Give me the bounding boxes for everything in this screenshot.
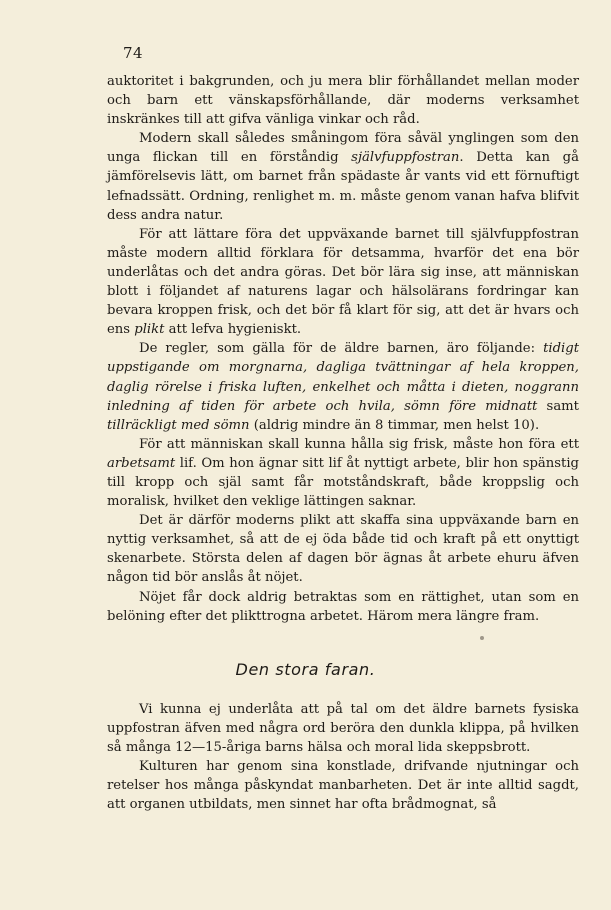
paragraph-6 xyxy=(107,511,579,587)
paragraph-3-italic-plikt: plikt xyxy=(134,322,165,338)
paragraph-1 xyxy=(107,72,579,129)
paragraph-4-part-3: samt xyxy=(537,398,579,414)
paragraph-5-part-1: För att människan skall kunna hålla sig frisk, måste hon föra ett xyxy=(139,436,579,452)
body-text-bottom xyxy=(107,700,579,815)
paragraph-8-part-1: Vi kunna ej underlåta att på tal om det äldre barnets fysiska uppfostran äfven med några ord beröra den dunkla klippa, på hvilken så många 12—15-åriga barns hälsa och moral lida skeppsbrott. xyxy=(107,702,579,756)
paragraph-4-part-1: De regler, som gälla för de äldre barnen, äro följande: xyxy=(139,341,544,357)
section-title: Den stora faran. xyxy=(235,660,376,679)
paragraph-9 xyxy=(107,757,579,814)
paragraph-4-part-5: (aldrig mindre än 8 timmar, men helst 10). xyxy=(249,417,540,433)
paragraph-2-part-3: . Detta kan gå jämförelsevis lätt, om barnet från spädaste år vants vid ett förnuftigt lefnadssätt. Ordning, renlighet m. m. måste genom vanan hafva blifvit dess andra natur. xyxy=(107,150,579,223)
paragraph-4-italic-sleep: tillräckligt med sömn xyxy=(107,417,250,433)
paragraph-8 xyxy=(107,700,579,757)
paper-speck-mark xyxy=(480,636,484,640)
paragraph-6-part-1: Det är därför moderns plikt att skaffa sina uppväxande barn en nyttig verksamhet, så att de ej öda både tid och kraft på ett onyttigt skenarbete. Största delen af dagen bör ägnas åt arbete ehuru äfven någon tid bör anslås åt nöjet. xyxy=(107,513,579,586)
paragraph-5-italic-arbetsamt: arbetsamt xyxy=(107,455,176,471)
paragraph-1-part-1: auktoritet i bakgrunden, och ju mera blir förhållandet mellan moder och barn ett vänskapsförhållande, där moderns verksamhet inskränkes till att gifva vänliga vinkar och råd. xyxy=(107,74,579,128)
paragraph-7-part-1: Nöjet får dock aldrig betraktas som en rättighet, utan som en belöning efter det plikttrogna arbetet. Härom mera längre fram. xyxy=(107,589,579,624)
paragraph-4 xyxy=(107,339,579,434)
paragraph-5-part-3: lif. Om hon ägnar sitt lif åt nyttigt arbete, blir hon spänstig till kropp och själ samt får motståndskraft, både kroppslig och moralisk, hvilket den veklige lättingen saknar. xyxy=(107,455,579,510)
paragraph-9-part-1: Kulturen har genom sina konstlade, drifvande njutningar och retelser hos många påskyndat manbarheten. Det är inte alltid sagdt, att organen utbildats, men sinnet har ofta brådmognat, så xyxy=(107,759,579,813)
paragraph-3-part-1: För att lättare föra det uppväxande barnet till självfuppfostran måste modern alltid förklara för detsamma, hvarför det ena bör underlåtas och det andra göras. Det bör lära sig inse, att människan blott i följandet af naturens lagar och hälsolärans fordringar kan bevara kroppen frisk, och det bör få klart för sig, att det är hvars och ens xyxy=(107,226,579,338)
paragraph-2-italic-term: självfuppfostran xyxy=(351,150,460,166)
paragraph-5 xyxy=(107,435,579,511)
paragraph-2 xyxy=(107,129,579,224)
paragraph-4-italic-rules: tidigt uppstigande om morgnarna, dagliga tvättningar af hela kroppen, daglig rörelse i friska luften, enkelhet och måtta i dieten, noggrann inledning af tiden för arbete och hvila, sömn före midnatt xyxy=(107,341,579,414)
paragraph-7 xyxy=(107,588,579,626)
page-number: 74 xyxy=(123,44,144,62)
paragraph-3-part-3: att lefva hygieniskt. xyxy=(164,322,302,338)
paragraph-2-part-1: Modern skall således småningom föra såväl ynglingen som den unga flickan till en förståndig xyxy=(107,131,579,166)
body-text-top xyxy=(107,72,579,626)
paragraph-3 xyxy=(107,225,579,340)
